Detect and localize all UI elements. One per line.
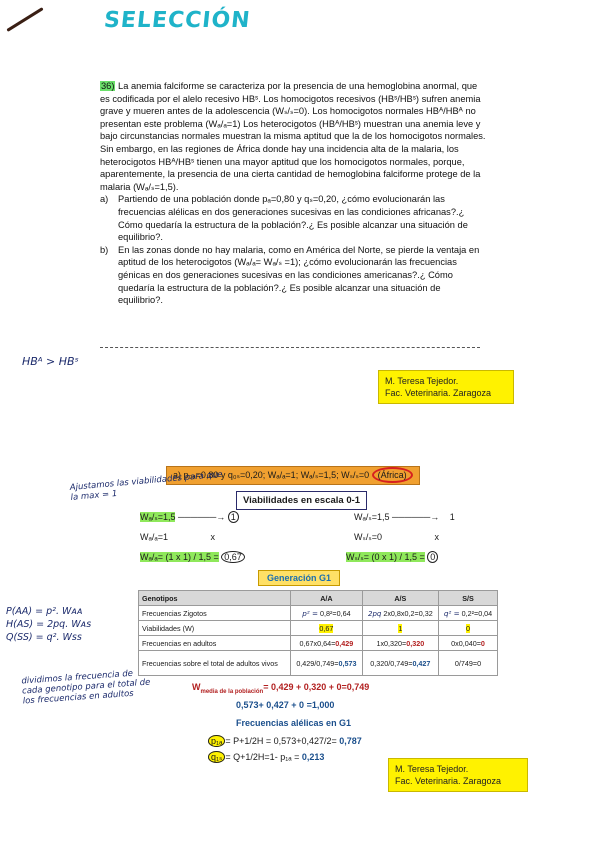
note-formulas: P(AA) = p². Wᴀᴀ H(AS) = 2pq. Wᴀs Q(SS) = q². Wss xyxy=(6,606,92,643)
note-adjust-viabilities: Ajustamos las viabilidades para que la max = 1 xyxy=(69,469,224,503)
africa-label: (África) xyxy=(372,467,413,483)
credit-box-bottom: M. Teresa Tejedor. Fac. Veterinaria. Zaragoza xyxy=(388,758,528,792)
viab-aa-calc: Wₐ/ₐ= (1 x 1) / 1,5 = 0,67 xyxy=(140,552,245,562)
generation-title: Generación G1 xyxy=(258,570,340,586)
viab-as-right: Wₐ/ₛ=1,5 ──────→ 1 xyxy=(354,512,455,522)
problem-intro: 36) La anemia falciforme se caracteriza por la presencia de una hemoglobina anormal, que es codificada por el alelo recesivo HBˢ. Los homocigotos recesivos (HBˢ/HBˢ) sufren anemia grave y mueren antes de la adolescencia (Wₛ/ₛ=0). Los homocigotos normales HBᴬ/HBᴬ no presentan este problema (Wₐ/ₐ=1) Los heterocigotos (HBᴬ/HBˢ) muestran una anemia leve y bajo circunstancias normales muestran la misma aptitud que la de los homocigotos normales. Sin embargo, en las regiones de África donde hay una incidencia alta de la malaria, los heterocigotos HBᴬ/HBˢ tienen una mayor aptitud que los homocigotos normales, porque, aparentemente, la presencia de una cierta cantidad de hemoglobina falciforme protege de la malaria (Wₐ/ₛ=1,5). xyxy=(100,81,486,192)
problem-statement xyxy=(100,80,486,307)
table-row-adults: Frecuencias en adultos 0,67x0,64=0,429 1x0,320=0,320 0x0,040=0 xyxy=(139,636,498,651)
viabilities-title: Viabilidades en escala 0-1 xyxy=(236,491,367,510)
scenario-banner: a) p₀ₐ=0,80 y q₀ₛ=0,20; Wₐ/ₐ=1; Wₐ/ₛ=1,5; Wₛ/ₛ=0 (África) xyxy=(166,466,420,485)
table-header-row: Genotipos A/A A/S S/S xyxy=(139,591,498,606)
allelic-p: p₁ₐ = P+1/2H = 0,573+0,427/2= 0,787 xyxy=(208,736,362,746)
note-dominance: HBᴬ > HBˢ xyxy=(22,355,79,368)
viab-as-left: Wₐ/ₛ=1,5 ──────→ 1 xyxy=(140,512,239,523)
mean-fitness: $W_{media de la población}= 0,429 + 0,320 + 0=0,749$ xyxy=(192,682,370,695)
viab-aa-left: Wₐ/ₐ=1 x xyxy=(140,532,215,542)
page-heading: SELECCIÓN xyxy=(102,8,252,33)
genotype-table xyxy=(138,590,498,676)
table-row-viabilities: Viabilidades (W) 0,67 1 0 xyxy=(139,621,498,636)
viab-ss-right: Wₛ/ₛ=0 x xyxy=(354,532,439,542)
allelic-q: q₁ₛ = Q+1/2H=1- p₁ₐ = 0,213 xyxy=(208,752,324,763)
dashed-divider xyxy=(100,347,480,348)
viab-ss-calc: Wₛ/ₛ= (0 x 1) / 1,5 = 0 xyxy=(346,552,438,563)
table-row-relative: Frecuencias sobre el total de adultos vivos 0,429/0,749=0,573 0,320/0,749=0,427 0/749=0 xyxy=(139,651,498,676)
table-row-zygotes: Frecuencias Zigotos p² = 0,8²=0,64 2pq 2x0,8x0,2=0,32 q² = 0,2²=0,04 xyxy=(139,606,498,621)
problem-number: 36) xyxy=(101,81,115,91)
credit-box-top: M. Teresa Tejedor. Fac. Veterinaria. Zaragoza xyxy=(378,370,514,404)
sum-check: 0,573+ 0,427 + 0 =1,000 xyxy=(236,700,335,710)
problem-part-b: b) En las zonas donde no hay malaria, como en América del Norte, se pierde la ventaja en aptitud de los heterocigotos (Wₐ/ₐ= Wₐ/ₛ =1); ¿cómo evolucionarán las frecuencias génicas en dos generaciones sucesivas en las condiciones americanas?.¿ Cómo quedaría la estructura de la población?.¿ Es posible alcanzar una situación de equilibrio?. xyxy=(100,244,480,306)
problem-part-a: a) Partiendo de una población donde pₐ=0,80 y qₛ=0,20, ¿cómo evolucionarán las frecuencias alélicas en dos generaciones sucesivas en las condiciones africanas?.¿ Cómo quedaría la estructura de la población?.¿ Es posible alcanzar una situación de equilibrio?. xyxy=(100,194,468,243)
allelic-title: Frecuencias alélicas en G1 xyxy=(236,718,352,728)
pen-stroke-decoration xyxy=(6,7,43,32)
note-divide: dividimos la frecuencia de cada genotipo para el total de los frecuencias en adultos xyxy=(21,668,151,707)
